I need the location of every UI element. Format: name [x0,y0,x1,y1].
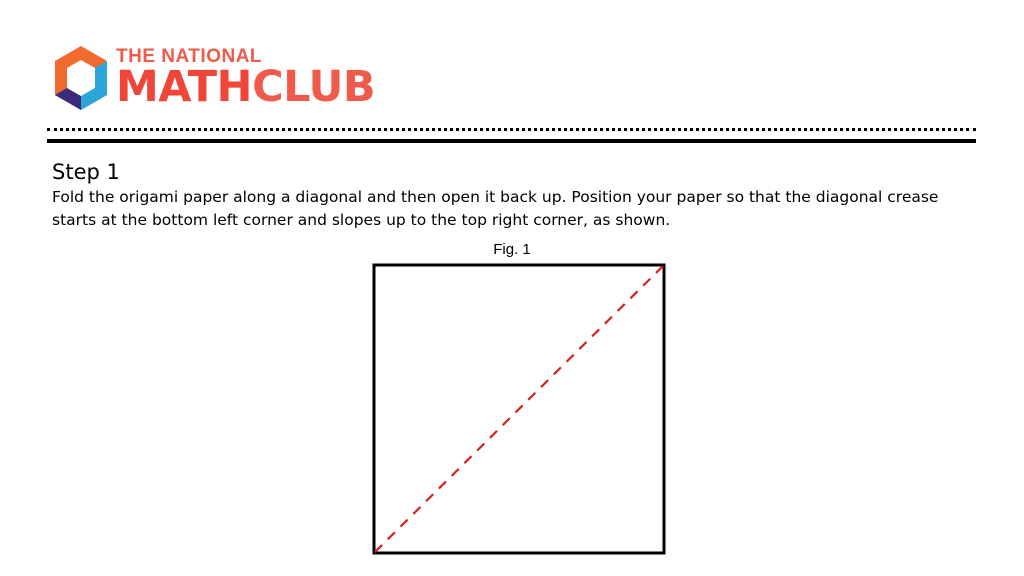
hexagon-logo-icon [52,44,110,112]
logo [52,44,452,114]
logo-top-text: THE NATIONAL [116,46,263,67]
solid-divider [47,139,976,143]
logo-main-text [116,64,375,110]
figure-caption: Fig. 1 [493,241,531,258]
dotted-divider [47,128,976,131]
logo-math-text: MATH [116,62,253,112]
origami-figure [371,262,667,556]
logo-club-text: CLUB [252,62,376,112]
step-instructions: Fold the origami paper along a diagonal and then open it back up. Position your paper so that the diagonal crease starts at the bottom left corner and slopes up to the top right corner, as shown. [52,188,939,229]
diagonal-crease [375,266,663,552]
step-title: Step 1 [52,160,120,184]
